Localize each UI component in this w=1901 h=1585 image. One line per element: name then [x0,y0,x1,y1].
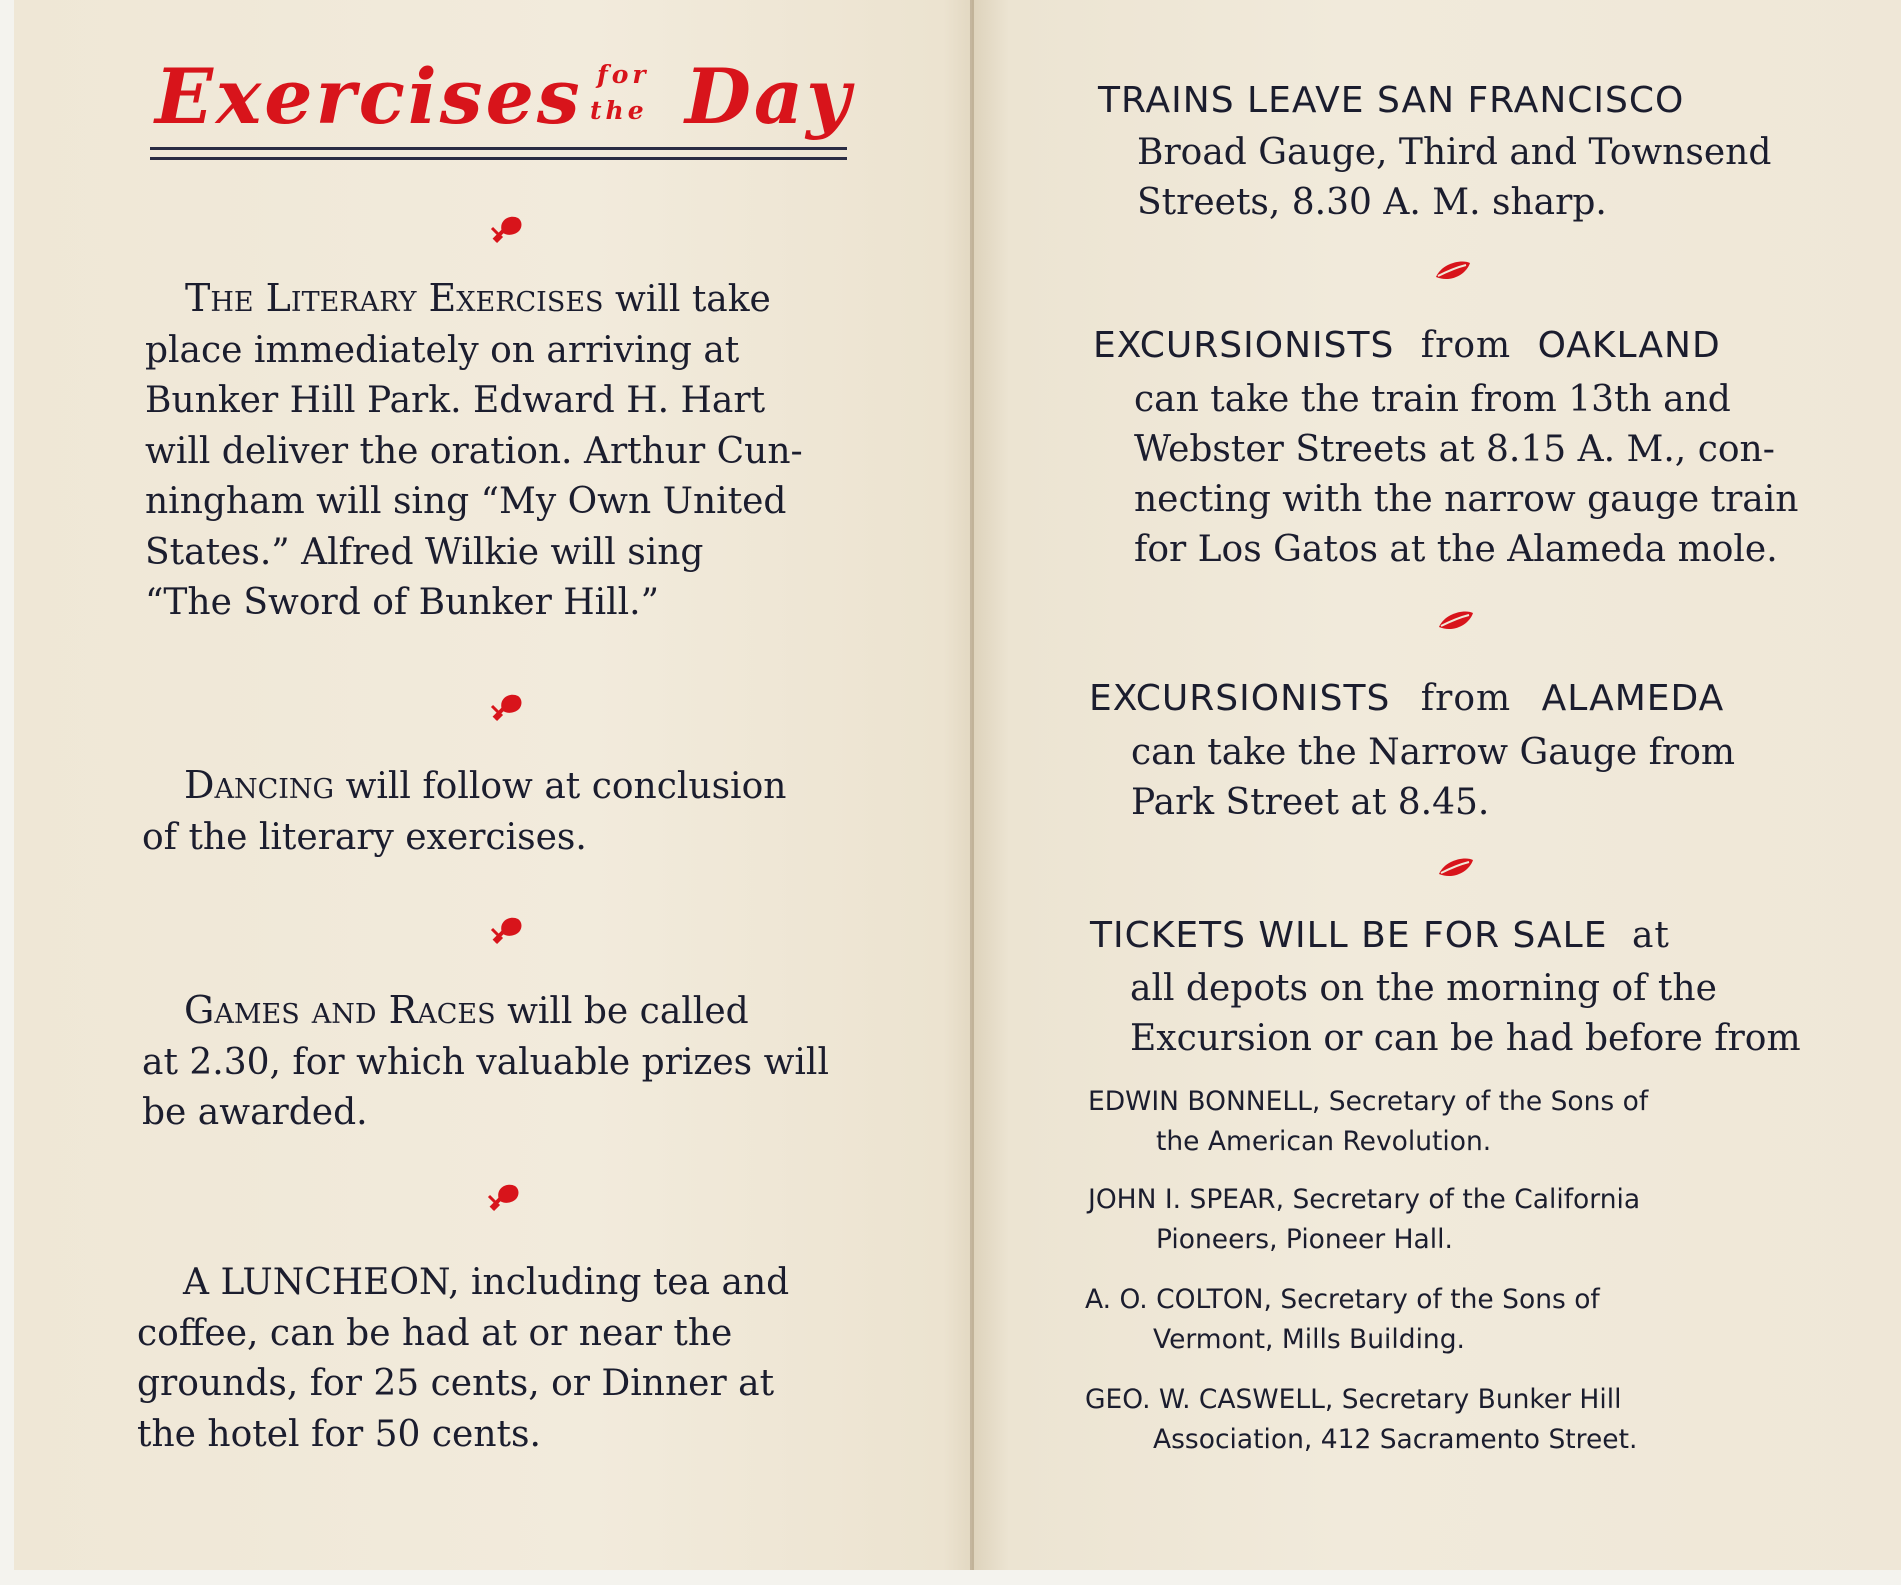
tickets-line: Excursion or can be had before from [1130,1018,1801,1059]
tickets-heading: TICKETS WILL BE FOR SALE at [1090,915,1670,956]
title-small-the: the [590,96,648,125]
literary-lead: The Literary Exercises [185,276,604,320]
leaf-sprig-icon [488,212,528,246]
title-rule-top [150,147,847,150]
leaf-icon [1435,852,1475,886]
title-small-for: for [597,60,650,89]
title-rule-bottom [150,157,847,160]
contact-entry: JOHN I. SPEAR, Secretary of the California Pioneers, Pioneer Hall. [1088,1184,1641,1255]
literary-line: will take [615,279,771,320]
games-lead: Games and Races [184,988,496,1032]
games-line: at 2.30, for which valuable prizes will [142,1041,829,1083]
title-word-day: Day [685,52,854,141]
title-word-exercises: Exercises [155,52,583,141]
dancing-line: of the literary exercises. [142,816,587,858]
leaf-sprig-icon [488,913,528,947]
games-line: will be called [507,991,749,1032]
literary-line: States.” Alfred Wilkie will sing [145,531,704,573]
luncheon-line: coffee, can be had at or near the [137,1312,733,1354]
sf-line: Streets, 8.30 A. M. sharp. [1137,182,1607,223]
games-paragraph [142,985,842,1139]
oakland-line: for Los Gatos at the Alameda mole. [1134,529,1778,570]
leaf-sprig-icon [488,690,528,724]
page-title [155,52,855,152]
alameda-heading: EXCURSIONISTS from ALAMEDA [1089,678,1725,719]
sf-line: Broad Gauge, Third and Townsend [1137,132,1772,173]
page-fold [970,0,974,1570]
contact-entry: A. O. COLTON, Secretary of the Sons of Vermont, Mills Building. [1085,1284,1600,1355]
sf-heading: TRAINS LEAVE SAN FRANCISCO [1098,80,1685,121]
dancing-line: will follow at conclusion [345,766,787,807]
literary-exercises-paragraph [145,273,845,629]
luncheon-line: the hotel for 50 cents. [137,1413,541,1455]
dancing-lead: Dancing [184,763,335,807]
oakland-heading: EXCURSIONISTS from OAKLAND [1093,325,1721,366]
games-line: be awarded. [142,1092,368,1133]
luncheon-line: A LUNCHEON, including tea and [183,1262,790,1303]
literary-line: will deliver the oration. Arthur Cun- [145,430,803,472]
oakland-line: Webster Streets at 8.15 A. M., con- [1134,429,1775,470]
alameda-line: can take the Narrow Gauge from [1131,732,1736,773]
contact-entry: GEO. W. CASWELL, Secretary Bunker Hill Association, 412 Sacramento Street. [1085,1384,1638,1455]
literary-line: ningham will sing “My Own United [145,481,787,522]
leaf-icon [1435,605,1475,639]
luncheon-line: grounds, for 25 cents, or Dinner at [137,1363,775,1404]
luncheon-paragraph [137,1258,837,1460]
literary-line: place immediately on arriving at [145,329,740,371]
literary-line: “The Sword of Bunker Hill.” [145,582,660,623]
oakland-line: can take the train from 13th and [1134,379,1731,420]
contact-entry: EDWIN BONNELL, Secretary of the Sons of the American Revolution. [1088,1086,1649,1157]
alameda-line: Park Street at 8.45. [1131,782,1490,823]
leaf-sprig-icon [485,1180,525,1214]
tickets-line: all depots on the morning of the [1130,968,1717,1009]
leaf-icon [1432,255,1472,289]
literary-line: Bunker Hill Park. Edward H. Hart [145,380,766,421]
oakland-line: necting with the narrow gauge train [1134,479,1799,520]
dancing-paragraph [142,760,842,863]
